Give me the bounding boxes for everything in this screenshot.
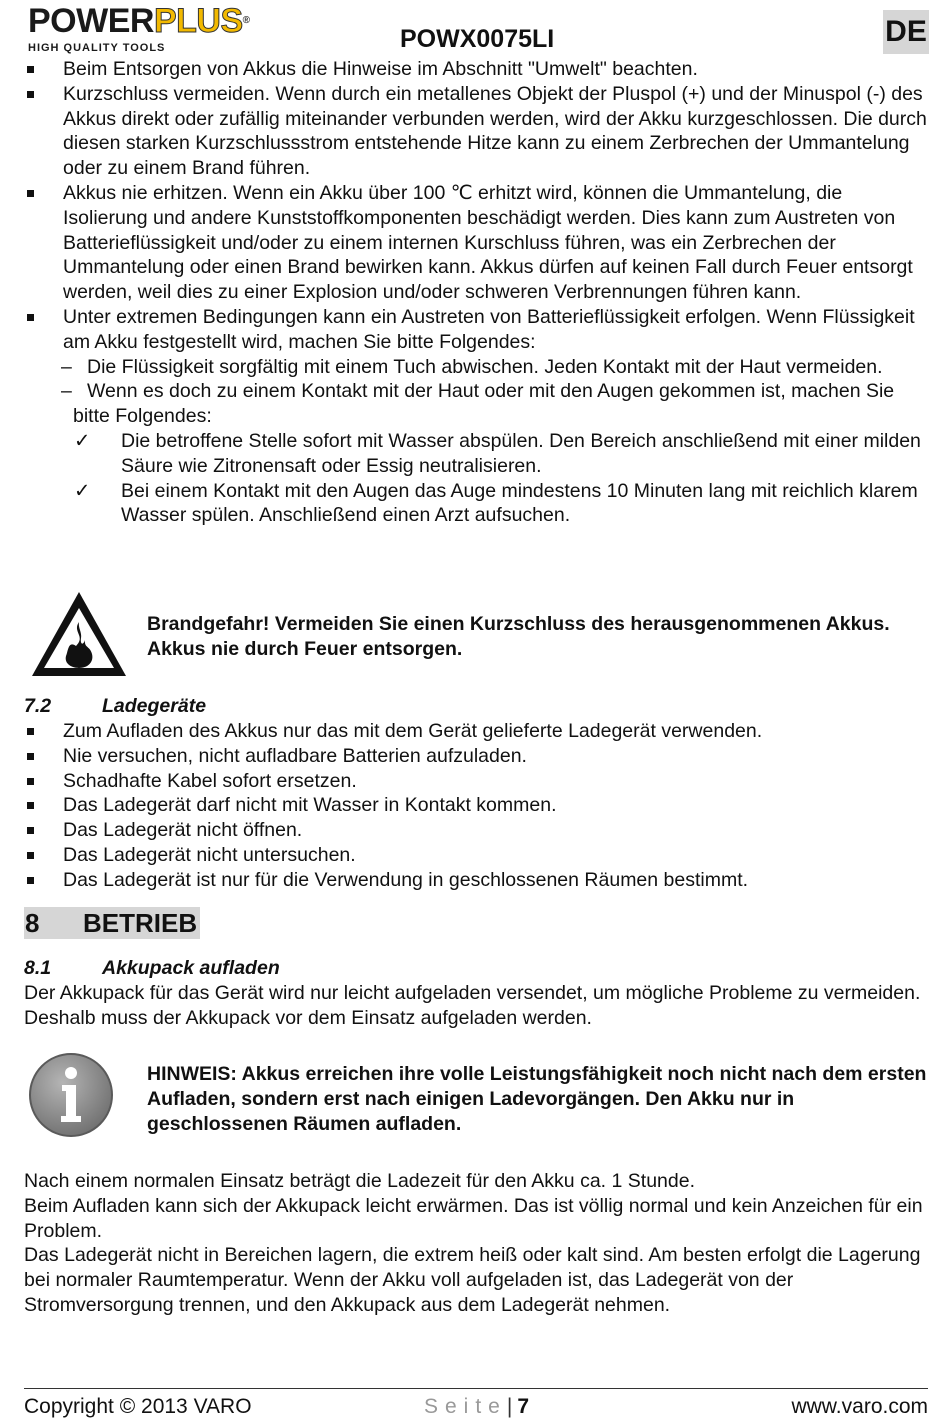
logo-tagline: HIGH QUALITY TOOLS [28, 42, 166, 54]
copyright: Copyright © 2013 VARO [24, 1395, 252, 1418]
chapter-8-heading [24, 907, 200, 939]
battery-safety-list [24, 57, 930, 528]
page-number: 7 [517, 1395, 530, 1418]
list-item: Das Ladegerät nicht untersuchen. [24, 843, 930, 868]
list-item: Akkus nie erhitzen. Wenn ein Akku über 100 ℃ erhitzt wird, können die Ummantelung, die Isolierung und andere Kunststoffkomponenten beschädigt werden. Dies kann zum Austreten von Batterieflüssigkeit und/oder zu einem internen Kurschluss führen, was ein Zerbrechen der Ummantelung oder einen Brand bewirken kann. Akkus dürfen auf keinen Fall durch Feuer entsorgt werden, weil dies zu einer Explosion und/oder schweren Verbrennungen führen kann. [24, 181, 930, 305]
page-footer [24, 1393, 928, 1421]
check-item [24, 429, 930, 479]
section-7-2-heading [24, 694, 206, 719]
language-badge: DE [883, 10, 929, 54]
list-item: Kurzschluss vermeiden. Wenn durch ein metallenes Objekt der Pluspol (+) und der Minuspol (-) des Akkus direkt oder zufällig miteinander verbunden werden, wird der Akku kurzgeschlossen. Die durch diesen starken Kurzschlussstrom entstehende Hitze kann zu einem Zerbrechen der Ummantelung oder zu einem Brand führen. [24, 82, 930, 181]
check-item [24, 479, 930, 529]
paragraph: Nach einem normalen Einsatz beträgt die Ladezeit für den Akku ca. 1 Stunde. [24, 1170, 695, 1192]
paragraph: Das Ladegerät nicht in Bereichen lagern, die extrem heiß oder kalt sind. Am besten erfolgt die Lagerung bei normaler Raumtemperatur. Wenn der Akku voll aufgeladen ist, das Ladegerät von der Stromversorgung trennen, und den Akkupack aus dem Ladegerät nehmen. [24, 1244, 921, 1316]
check-item-text: Bei einem Kontakt mit den Augen das Auge mindestens 10 Minuten lang mit reichlich klarem Wasser spülen. Anschließend einen Arzt aufsuchen. [121, 479, 918, 527]
dash-item [24, 379, 930, 429]
chapter-number: 8 [25, 908, 40, 938]
list-item: Zum Aufladen des Akkus nur das mit dem Gerät gelieferte Ladegerät verwenden. [24, 719, 930, 744]
logo-word-power: POWER [28, 2, 154, 40]
list-item: Das Ladegerät ist nur für die Verwendung in geschlossenen Räumen bestimmt. [24, 868, 930, 893]
website-link[interactable]: www.varo.com [791, 1395, 928, 1418]
footer-divider [24, 1388, 928, 1389]
dash-mark: – [61, 380, 72, 403]
dash-item-text: Wenn es doch zu einem Kontakt mit der Haut oder mit den Augen gekommen ist, machen Sie bitte Folgendes: [73, 380, 895, 428]
section-title: Akkupack aufladen [102, 957, 280, 979]
dash-mark: – [61, 355, 72, 378]
list-item: Beim Entsorgen von Akkus die Hinweise im Abschnitt "Umwelt" beachten. [24, 57, 930, 82]
charger-safety-list [24, 719, 930, 893]
dash-item-text: Die Flüssigkeit sorgfältig mit einem Tuch abwischen. Jeden Kontakt mit der Haut vermeiden. [87, 355, 883, 378]
dash-item [24, 355, 930, 380]
page-label: Seite [424, 1395, 507, 1418]
logo-word-plus: PLUS [153, 2, 243, 40]
powerplus-logo [28, 2, 283, 54]
list-item: Das Ladegerät darf nicht mit Wasser in Kontakt kommen. [24, 793, 930, 818]
checkmark-icon: ✓ [74, 479, 91, 502]
section-8-1-intro: Der Akkupack für das Gerät wird nur leicht aufgeladen versendet, um mögliche Probleme zu vermeiden. Deshalb muss der Akkupack vor dem Einsatz aufgeladen werden. [24, 982, 921, 1029]
list-item: Das Ladegerät nicht öffnen. [24, 818, 930, 843]
check-item-text: Die betroffene Stelle sofort mit Wasser abspülen. Den Bereich anschließend mit einer milden Säure wie Zitronensaft oder Essig neutralisieren. [121, 429, 921, 477]
model-number: POWX0075LI [400, 25, 555, 53]
section-title: Ladegeräte [102, 695, 207, 717]
section-number: 8.1 [24, 957, 52, 979]
chapter-title: BETRIEB [83, 908, 198, 938]
fire-warning-text: Brandgefahr! Vermeiden Sie einen Kurzschluss des herausgenommenen Akkus. Akkus nie durch Feuer entsorgen. [147, 613, 890, 660]
page-separator: | [506, 1395, 513, 1418]
logo-registered-mark: ® [242, 15, 250, 26]
list-item: Nie versuchen, nicht aufladbare Batterien aufzuladen. [24, 744, 930, 769]
section-number: 7.2 [24, 695, 52, 717]
fire-warning-icon [28, 588, 130, 680]
section-8-1-heading [24, 956, 280, 981]
info-icon [28, 1052, 114, 1138]
page-indicator [424, 1393, 529, 1421]
list-item: Unter extremen Bedingungen kann ein Austreten von Batterieflüssigkeit erfolgen. Wenn Flüssigkeit am Akku festgestellt wird, machen Sie bitte Folgendes: [24, 305, 930, 355]
charging-info [24, 1169, 930, 1318]
list-item: Schadhafte Kabel sofort ersetzen. [24, 769, 930, 794]
logo-wordmark [28, 4, 283, 38]
note-text: HINWEIS: Akkus erreichen ihre volle Leistungsfähigkeit noch nicht nach dem ersten Aufladen, sondern erst nach einigen Ladevorgängen. Den Akku nur in geschlossenen Räumen aufladen. [147, 1063, 927, 1135]
checkmark-icon: ✓ [74, 429, 91, 452]
paragraph: Beim Aufladen kann sich der Akkupack leicht erwärmen. Das ist völlig normal und kein Anzeichen für ein Problem. [24, 1194, 923, 1242]
